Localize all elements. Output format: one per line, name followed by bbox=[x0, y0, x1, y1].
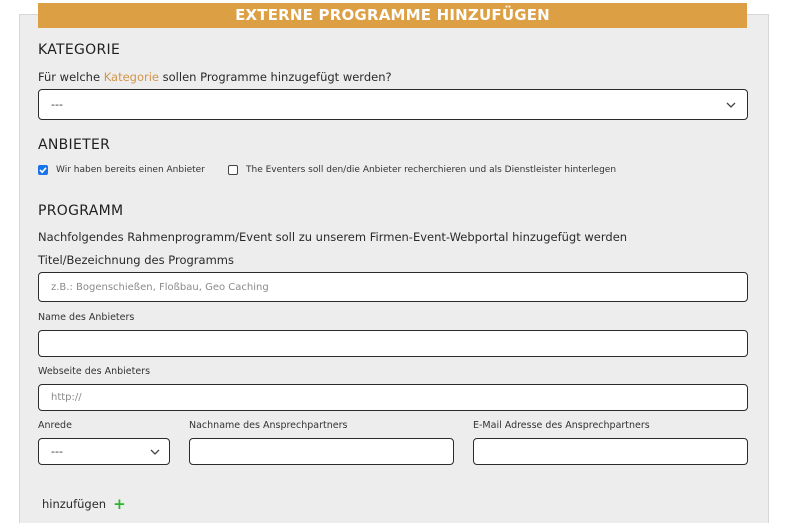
kategorie-question-post: sollen Programme hinzugefügt werden? bbox=[159, 70, 392, 84]
kategorie-title: KATEGORIE bbox=[38, 42, 121, 58]
anbieter-option-existing-checkbox[interactable] bbox=[38, 165, 48, 175]
anbieter-option-research-checkbox[interactable] bbox=[228, 165, 238, 175]
webseite-placeholder: http:// bbox=[51, 392, 82, 403]
anrede-select[interactable] bbox=[38, 438, 170, 465]
kategorie-select[interactable] bbox=[38, 89, 748, 120]
anrede-label: Anrede bbox=[38, 420, 72, 431]
programm-description: Nachfolgendes Rahmenprogramm/Event soll zu unserem Firmen-Event-Webportal hinzugefügt werden bbox=[38, 230, 628, 244]
titel-input[interactable] bbox=[38, 272, 748, 302]
email-input[interactable] bbox=[473, 438, 748, 465]
kategorie-question-pre: Für welche bbox=[38, 70, 104, 84]
chevron-down-icon bbox=[149, 446, 161, 458]
titel-placeholder: z.B.: Bogenschießen, Floßbau, Geo Caching bbox=[51, 281, 269, 293]
anbieter-option-existing-label: Wir haben bereits einen Anbieter bbox=[56, 165, 205, 175]
nachname-label: Nachname des Ansprechpartners bbox=[189, 420, 348, 431]
nachname-input[interactable] bbox=[189, 438, 454, 465]
anrede-select-value: --- bbox=[51, 445, 63, 458]
webseite-label: Webseite des Anbieters bbox=[38, 366, 151, 377]
kategorie-question bbox=[38, 70, 392, 84]
plus-icon: + bbox=[113, 495, 126, 513]
email-label: E-Mail Adresse des Ansprechpartners bbox=[473, 420, 650, 431]
check-icon bbox=[38, 165, 48, 175]
anbieter-option-research-label: The Eventers soll den/die Anbieter recherchieren und als Dienstleister hinterlegen bbox=[246, 165, 617, 175]
add-label: hinzufügen bbox=[42, 497, 107, 511]
add-program-button[interactable] bbox=[42, 495, 126, 513]
kategorie-select-value: --- bbox=[51, 98, 63, 111]
titel-label: Titel/Bezeichnung des Programms bbox=[38, 253, 234, 267]
webseite-input[interactable] bbox=[38, 384, 748, 411]
name-label: Name des Anbieters bbox=[38, 312, 135, 323]
kategorie-link[interactable]: Kategorie bbox=[103, 70, 159, 84]
anbieter-title: ANBIETER bbox=[38, 137, 111, 153]
chevron-down-icon bbox=[725, 99, 737, 111]
programm-title: PROGRAMM bbox=[38, 203, 124, 219]
form-header: EXTERNE PROGRAMME HINZUFÜGEN bbox=[38, 3, 747, 28]
name-input[interactable] bbox=[38, 330, 748, 357]
